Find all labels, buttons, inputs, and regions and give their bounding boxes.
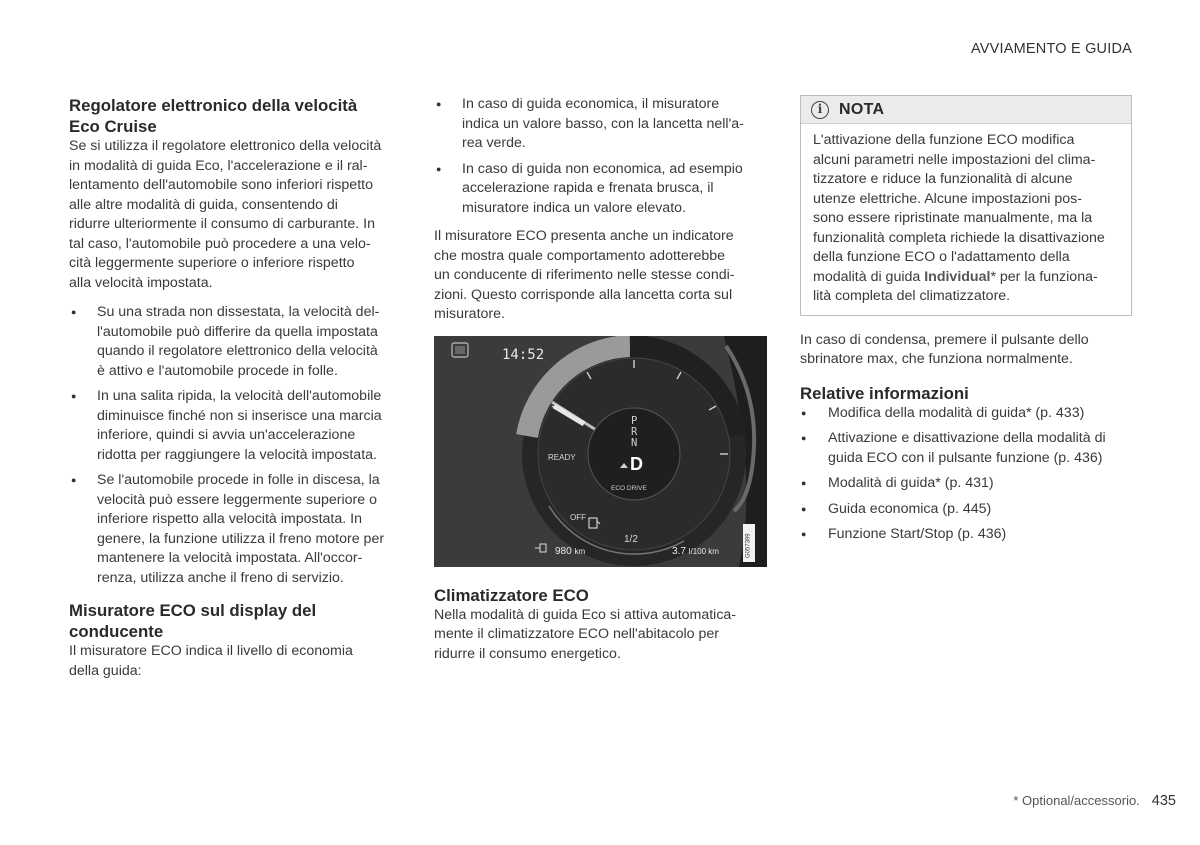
text-line: inferiore, quindi si avvia un'accelerazione bbox=[97, 427, 356, 443]
text-line: lità completa del climatizzatore. bbox=[813, 288, 1011, 304]
text-line: mantenere la velocità impostata. All'occor- bbox=[97, 550, 363, 566]
ready-label: READY bbox=[548, 452, 576, 462]
gear-d: D bbox=[630, 453, 643, 474]
text-line: alcuni parametri nelle impostazioni del clima- bbox=[813, 151, 1096, 168]
related-link[interactable] bbox=[800, 404, 1132, 424]
text-line: renza, utilizza anche il freno di servizio. bbox=[97, 569, 344, 586]
text-line: l'automobile può differire da quella impostata bbox=[97, 323, 378, 340]
range-readout bbox=[555, 542, 585, 562]
eco-meter-paragraph bbox=[69, 642, 404, 681]
related-link[interactable] bbox=[800, 429, 1132, 468]
text-line: utenze elettriche. Alcune impostazioni pos- bbox=[813, 190, 1082, 207]
text-line: ridurre ulteriormente il consumo di carburante. In bbox=[69, 216, 375, 232]
driver-display-illustration bbox=[434, 336, 767, 567]
text-line: tizzatore e riduce la funzionalità di alcune bbox=[813, 171, 1073, 187]
figure-code: G057399 bbox=[745, 532, 752, 558]
eco-cruise-bullet-list bbox=[69, 303, 404, 588]
consumption-readout bbox=[672, 542, 719, 562]
info-icon: i bbox=[811, 101, 829, 119]
text-line: misuratore indica un valore elevato. bbox=[462, 199, 686, 216]
note-box bbox=[800, 95, 1132, 316]
text-line: lentamento dell'automobile sono inferiori rispetto bbox=[69, 177, 373, 193]
text-line: modalità di guida bbox=[813, 268, 925, 285]
link-text[interactable]: Modifica della modalità di guida* (p. 433) bbox=[828, 404, 1085, 421]
text-line: della funzione ECO o l'adattamento della bbox=[813, 249, 1070, 265]
text-line: In caso di condensa, premere il pulsante dello bbox=[800, 331, 1089, 348]
text-line: Il misuratore ECO presenta anche un indicatore bbox=[434, 228, 734, 244]
note-title: NOTA bbox=[839, 100, 885, 118]
text-line: accelerazione rapida e frenata brusca, il bbox=[462, 180, 714, 196]
text-line: mente il climatizzatore ECO nell'abitacolo per bbox=[434, 626, 720, 642]
range-value: 980 bbox=[555, 545, 572, 557]
clima-eco-paragraph bbox=[434, 606, 769, 665]
gear-indicator bbox=[631, 416, 637, 449]
section-title: AVVIAMENTO E GUIDA bbox=[971, 41, 1132, 57]
footnote-text: * Optional/accessorio. bbox=[1013, 793, 1140, 808]
link-text[interactable]: Funzione Start/Stop (p. 436) bbox=[828, 526, 1007, 542]
text-line: diminuisce finché non si inserisce una marcia bbox=[97, 407, 382, 424]
text-line: In una salita ripida, la velocità dell'automobile bbox=[97, 388, 382, 404]
text-line: * per la funziona- bbox=[990, 268, 1098, 285]
list-item bbox=[69, 303, 404, 381]
gear-r: R bbox=[631, 425, 638, 438]
condensation-paragraph bbox=[800, 331, 1132, 370]
text-line: è attivo e l'automobile procede in folle. bbox=[97, 362, 338, 379]
text-line: In caso di guida non economica, ad esempio bbox=[462, 160, 743, 177]
text-line: velocità può essere leggermente superiore o bbox=[97, 491, 377, 508]
related-link[interactable] bbox=[800, 500, 1132, 520]
related-link[interactable] bbox=[800, 525, 1132, 545]
driver-display-figure bbox=[434, 336, 767, 567]
clock-time: 14:52 bbox=[502, 346, 545, 363]
text-line: sono essere ripristinate manualmente, ma la bbox=[813, 210, 1093, 226]
text-line: misuratore. bbox=[434, 306, 505, 322]
gear-n: N bbox=[631, 436, 638, 449]
page-number: 435 bbox=[1151, 793, 1176, 809]
individual-mode-term: Individual bbox=[924, 268, 991, 285]
text-line: rea verde. bbox=[462, 135, 526, 151]
text-line: In caso di guida economica, il misuratore bbox=[462, 96, 720, 112]
list-item bbox=[434, 95, 769, 154]
heading-eco-cruise bbox=[69, 95, 404, 137]
heading-line: conducente bbox=[69, 622, 164, 641]
text-line: ridotta per raggiungere la velocità impostata. bbox=[97, 446, 377, 463]
text-line: sbrinatore max, che funziona normalmente. bbox=[800, 351, 1073, 367]
link-text[interactable]: guida ECO con il pulsante funzione (p. 436) bbox=[828, 449, 1103, 466]
off-label: OFF bbox=[570, 512, 586, 522]
heading-related-info: Relative informazioni bbox=[800, 383, 969, 403]
page-footer bbox=[1013, 793, 1176, 809]
heading-line: Eco Cruise bbox=[69, 117, 157, 136]
text-line: genere, la funzione utilizza il freno motore per bbox=[97, 530, 385, 547]
column-middle bbox=[434, 95, 769, 664]
eco-meter-bullet-list bbox=[434, 95, 769, 218]
note-header bbox=[801, 96, 1131, 124]
reference-driver-paragraph bbox=[434, 227, 769, 325]
heading-line: Regolatore elettronico della velocità bbox=[69, 96, 358, 115]
text-line: zioni. Questo corrisponde alla lancetta corta sul bbox=[434, 286, 733, 303]
column-right bbox=[800, 95, 1132, 551]
heading-eco-meter bbox=[69, 600, 404, 642]
gear-p: P bbox=[631, 414, 638, 427]
text-line: inferiore rispetto alla velocità impostata. In bbox=[97, 511, 362, 527]
column-left bbox=[69, 95, 404, 681]
text-line: della guida: bbox=[69, 662, 142, 679]
text-line: Se si utilizza il regolatore elettronico della velocità bbox=[69, 138, 382, 154]
consumption-unit: l/100 km bbox=[688, 546, 719, 556]
text-line: un conducente di riferimento nelle stesse condi- bbox=[434, 267, 735, 283]
consumption-value: 3.7 bbox=[672, 545, 686, 557]
list-item bbox=[434, 160, 769, 219]
text-line: Nella modalità di guida Eco si attiva automatica- bbox=[434, 606, 737, 623]
fuel-half-label: 1/2 bbox=[624, 533, 638, 545]
link-text[interactable]: Attivazione e disattivazione della modalità di bbox=[828, 430, 1106, 446]
link-text[interactable]: Modalità di guida* (p. 431) bbox=[828, 475, 994, 491]
range-unit: km bbox=[574, 546, 586, 556]
text-line: alla velocità impostata. bbox=[69, 274, 213, 291]
text-line: Il misuratore ECO indica il livello di economia bbox=[69, 643, 353, 659]
text-line: funzionalità completa richiede la disattivazione bbox=[813, 229, 1105, 246]
text-line: ridurre il consumo energetico. bbox=[434, 645, 621, 662]
text-line: alle altre modalità di guida, consentendo di bbox=[69, 196, 338, 213]
list-item bbox=[69, 387, 404, 465]
related-links-list bbox=[800, 404, 1132, 545]
list-item bbox=[69, 471, 404, 588]
text-line: indica un valore basso, con la lancetta nell'a- bbox=[462, 115, 744, 132]
heading-clima-eco: Climatizzatore ECO bbox=[434, 585, 589, 605]
eco-drive-label: ECO DRIVE bbox=[611, 484, 647, 492]
text-line: tal caso, l'automobile può procedere a una velo- bbox=[69, 235, 371, 252]
text-line: L'attivazione della funzione ECO modifica bbox=[813, 132, 1075, 148]
link-text[interactable]: Guida economica (p. 445) bbox=[828, 500, 992, 517]
eco-cruise-paragraph bbox=[69, 137, 404, 293]
heading-line: Misuratore ECO sul display del bbox=[69, 601, 317, 620]
text-line: che mostra quale comportamento adotterebbe bbox=[434, 247, 726, 264]
text-line: cità leggermente superiore o inferiore rispetto bbox=[69, 255, 355, 271]
text-line: Su una strada non dissestata, la velocità del- bbox=[97, 304, 380, 320]
text-line: quando il regolatore elettronico della velocità bbox=[97, 343, 378, 359]
text-line: in modalità di guida Eco, l'accelerazione e il ral- bbox=[69, 157, 368, 174]
note-body bbox=[801, 124, 1131, 315]
text-line: Se l'automobile procede in folle in discesa, la bbox=[97, 472, 380, 488]
related-link[interactable] bbox=[800, 474, 1132, 494]
